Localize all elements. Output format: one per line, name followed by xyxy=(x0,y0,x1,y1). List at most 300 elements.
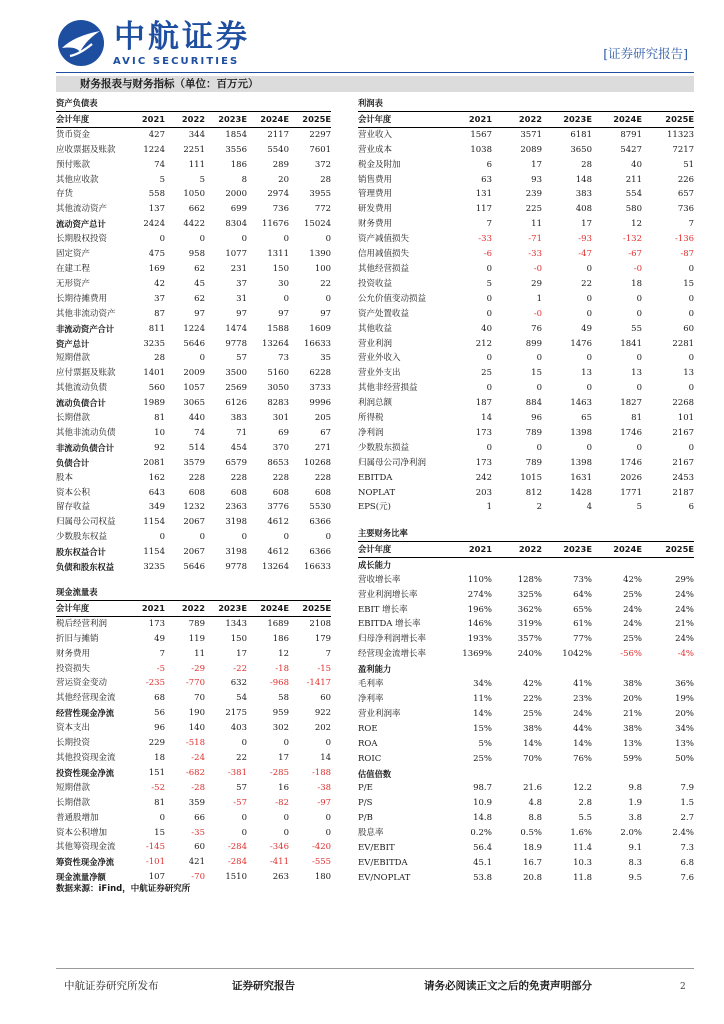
row-label: 其他收益 xyxy=(358,323,393,334)
row-label: 无形资产 xyxy=(56,278,91,289)
table-row xyxy=(56,396,331,411)
row-value: 8.3 xyxy=(628,857,642,868)
row-value: 0 xyxy=(241,827,247,838)
row-value: 15 xyxy=(154,827,165,838)
logo-text-cn: 中航证券 xyxy=(114,19,250,55)
row-label: 信用减值损失 xyxy=(358,249,410,260)
row-value: 169 xyxy=(148,263,165,274)
row-value: 107 xyxy=(148,872,165,883)
row-value: 228 xyxy=(230,472,247,483)
row-value: 0 xyxy=(486,383,492,394)
row-value: 225 xyxy=(525,204,542,215)
row-value: 7 xyxy=(688,219,695,230)
row-value: 8653 xyxy=(267,457,289,468)
row-label: 普通股增加 xyxy=(56,812,99,823)
row-label: 非流动资产合计 xyxy=(56,323,115,334)
row-label: 税后经营利润 xyxy=(56,618,108,629)
row-value: 1369% xyxy=(462,649,492,660)
row-value: 1609 xyxy=(309,323,332,334)
row-value: 5530 xyxy=(309,502,332,513)
row-label: 在建工程 xyxy=(56,263,91,274)
table-row xyxy=(358,796,694,811)
row-value: 1398 xyxy=(570,457,592,468)
row-value: 2175 xyxy=(225,708,247,719)
row-value: 5 xyxy=(199,174,205,185)
row-value: 97 xyxy=(236,308,247,319)
row-value: 2117 xyxy=(267,129,289,140)
table-row xyxy=(56,158,331,173)
table-row xyxy=(56,530,331,545)
table-row xyxy=(56,143,331,158)
row-value: 21% xyxy=(675,619,695,630)
row-value: 7601 xyxy=(309,144,332,155)
row-value: 57 xyxy=(236,782,247,793)
row-value: 228 xyxy=(188,472,205,483)
row-label: 营业利润增长率 xyxy=(358,589,418,600)
row-value: 14% xyxy=(523,738,542,749)
table-row xyxy=(56,766,331,781)
row-value: 0 xyxy=(199,234,205,245)
row-value: -235 xyxy=(145,678,165,689)
row-value: 789 xyxy=(525,457,542,468)
footer-publisher: 中航证券研究所发布 xyxy=(64,980,159,992)
table-row xyxy=(358,707,694,722)
row-value: 12 xyxy=(278,648,289,659)
row-value: -682 xyxy=(185,767,205,778)
row-value: 73 xyxy=(278,353,289,364)
row-value: 49 xyxy=(581,323,592,334)
row-value: -0 xyxy=(533,263,542,274)
row-value: 17 xyxy=(531,159,542,170)
row-value: 37 xyxy=(154,293,165,304)
row-value: 2108 xyxy=(309,618,332,629)
column-header: 2025E xyxy=(289,111,331,127)
row-value: 0 xyxy=(586,442,592,453)
row-label: 资本公积增加 xyxy=(56,827,108,838)
row-value: 1077 xyxy=(225,249,247,260)
table-row xyxy=(56,500,331,515)
row-value: 81 xyxy=(154,413,165,424)
table-row xyxy=(358,500,694,515)
row-value: 6 xyxy=(486,159,492,170)
column-header: 2025E xyxy=(642,541,694,557)
row-value: 150 xyxy=(230,633,247,644)
row-value: 608 xyxy=(188,487,205,498)
row-value: 7217 xyxy=(672,144,695,155)
table-header-row xyxy=(56,111,331,127)
row-value: 2.4% xyxy=(672,828,695,839)
logo-text-en: AVIC SECURITIES xyxy=(113,56,240,67)
row-value: 7.6 xyxy=(680,872,695,883)
row-value: 19% xyxy=(675,693,695,704)
row-label: 归属母公司权益 xyxy=(56,517,116,528)
table-row xyxy=(56,381,331,396)
row-label: 固定资产 xyxy=(56,249,91,260)
column-header: 会计年度 xyxy=(56,600,131,616)
column-header: 2021 xyxy=(131,111,165,127)
row-label: 少数股东损益 xyxy=(358,442,410,453)
row-value: 9996 xyxy=(309,398,332,409)
row-value: 2187 xyxy=(672,487,695,498)
row-value: 1989 xyxy=(143,398,165,409)
avic-logo-icon xyxy=(56,18,106,68)
row-label: EV/EBITDA xyxy=(358,857,408,868)
table-row xyxy=(358,752,694,767)
row-label: 营运资金变动 xyxy=(56,678,108,689)
row-value: 15% xyxy=(473,723,492,734)
row-value: 408 xyxy=(575,204,592,215)
table-row xyxy=(358,351,694,366)
row-value: 196% xyxy=(467,604,492,615)
row-value: -71 xyxy=(528,234,542,245)
row-label: 股息率 xyxy=(358,828,384,839)
row-value: 11 xyxy=(194,648,205,659)
table-row xyxy=(56,721,331,736)
row-value: -22 xyxy=(233,663,247,674)
table-row xyxy=(358,647,694,662)
row-label: 资产总计 xyxy=(56,338,90,349)
row-value: 9778 xyxy=(225,338,247,349)
section-label: 资产负债表 xyxy=(56,98,98,108)
row-value: 34% xyxy=(473,679,492,690)
row-value: 319% xyxy=(517,619,542,630)
row-value: 5 xyxy=(159,174,165,185)
row-value: 60 xyxy=(320,693,332,704)
row-value: 1015 xyxy=(520,472,542,483)
row-value: 1398 xyxy=(570,427,592,438)
row-label: 少数股东权益 xyxy=(56,532,108,543)
row-value: 2067 xyxy=(183,547,205,558)
row-label: 税金及附加 xyxy=(358,159,401,170)
row-value: 203 xyxy=(475,487,492,498)
section-label: 盈利能力 xyxy=(358,664,392,675)
table-header-row xyxy=(56,600,331,616)
page-header xyxy=(0,0,724,76)
row-value: 5160 xyxy=(267,368,289,379)
row-value: 18 xyxy=(154,752,165,763)
row-value: 2081 xyxy=(143,457,165,468)
table-row xyxy=(358,232,694,247)
row-label: 资本公积 xyxy=(56,487,91,498)
table-row xyxy=(56,647,331,662)
row-label: 财务费用 xyxy=(56,648,91,659)
row-value: 2089 xyxy=(520,144,542,155)
row-value: 10268 xyxy=(304,457,332,468)
row-value: 13264 xyxy=(261,562,289,573)
row-value: 96 xyxy=(154,723,165,734)
row-value: 186 xyxy=(230,159,247,170)
table-row xyxy=(358,127,694,142)
row-label: 长期股权投资 xyxy=(56,234,108,245)
row-label: EPS(元) xyxy=(358,502,391,513)
table-row xyxy=(358,811,694,826)
row-value: 162 xyxy=(148,472,165,483)
data-source: 数据来源：iFind，中航证券研究所 xyxy=(56,884,191,894)
row-value: 2974 xyxy=(267,189,289,200)
row-label: 营业成本 xyxy=(358,144,393,155)
row-value: 736 xyxy=(677,204,695,215)
table-row xyxy=(56,676,331,691)
table-row xyxy=(56,411,331,426)
row-value: 62 xyxy=(194,293,205,304)
row-label: ROA xyxy=(358,738,378,749)
row-label: 股东权益合计 xyxy=(56,547,106,558)
row-value: 899 xyxy=(525,338,542,349)
row-value: 64% xyxy=(573,589,592,600)
row-label: 非流动负债合计 xyxy=(56,442,115,453)
row-value: 1057 xyxy=(183,383,205,394)
row-value: 884 xyxy=(525,398,542,409)
row-value: 6181 xyxy=(570,129,592,140)
table-row xyxy=(358,486,694,501)
table-row xyxy=(56,826,331,841)
row-value: 22 xyxy=(320,278,332,289)
footer-disclaimer: 请务必阅读正文之后的免责声明部分 xyxy=(424,980,592,992)
row-label: 投资损失 xyxy=(56,663,91,674)
row-label: 归属母公司净利润 xyxy=(358,457,427,468)
row-value: 11% xyxy=(473,693,492,704)
row-value: 3955 xyxy=(309,189,332,200)
row-value: 229 xyxy=(148,738,165,749)
footer-rule xyxy=(56,968,694,969)
row-value: -555 xyxy=(311,857,332,868)
row-value: 93 xyxy=(531,174,542,185)
row-value: 0.2% xyxy=(470,828,492,839)
row-label: 流动负债合计 xyxy=(56,398,106,409)
row-value: 24% xyxy=(573,708,592,719)
row-value: 2268 xyxy=(672,398,695,409)
row-value: 14% xyxy=(573,738,592,749)
row-label: 营收增长率 xyxy=(358,574,401,585)
row-value: 96 xyxy=(531,413,542,424)
row-value: 922 xyxy=(314,708,332,719)
row-value: -0 xyxy=(633,263,642,274)
row-value: -28 xyxy=(191,782,205,793)
row-label: 营业利润率 xyxy=(358,708,401,719)
row-value: 1 xyxy=(536,293,542,304)
row-value: 74 xyxy=(194,427,205,438)
row-value: 38% xyxy=(623,723,642,734)
row-value: 97 xyxy=(278,308,289,319)
row-value: 187 xyxy=(475,398,492,409)
row-value: 383 xyxy=(230,413,247,424)
table-row xyxy=(358,588,694,603)
table-row xyxy=(56,471,331,486)
row-label: 负债合计 xyxy=(56,457,90,468)
row-value: 60 xyxy=(194,842,205,853)
row-value: 772 xyxy=(314,204,332,215)
row-value: 76% xyxy=(573,753,592,764)
row-value: -5 xyxy=(156,663,165,674)
row-value: 0 xyxy=(241,738,247,749)
row-value: 3556 xyxy=(225,144,247,155)
financial-ratios-table xyxy=(358,526,694,886)
row-value: -411 xyxy=(269,857,289,868)
row-value: 0 xyxy=(325,738,332,749)
row-value: 14.8 xyxy=(473,813,492,824)
row-label: ROE xyxy=(358,723,378,734)
column-header: 2024E xyxy=(592,541,642,557)
table-row xyxy=(56,662,331,677)
row-value: 6366 xyxy=(309,517,332,528)
row-value: 0 xyxy=(283,738,289,749)
row-label: 营业收入 xyxy=(358,129,393,140)
row-value: 0 xyxy=(688,442,695,453)
row-value: 57 xyxy=(236,353,247,364)
row-label: 其他非流动负债 xyxy=(56,427,116,438)
row-value: 274% xyxy=(467,589,492,600)
row-value: 1854 xyxy=(225,129,247,140)
row-label: 应付票据及账款 xyxy=(56,368,116,379)
row-value: 21% xyxy=(623,708,642,719)
row-value: -33 xyxy=(528,249,542,260)
row-value: 4612 xyxy=(267,547,289,558)
row-value: 28 xyxy=(581,159,592,170)
table-section-title xyxy=(358,526,694,541)
table-row xyxy=(358,441,694,456)
row-value: 70% xyxy=(523,753,542,764)
row-value: 62 xyxy=(194,263,205,274)
row-value: -420 xyxy=(311,842,332,853)
row-value: 228 xyxy=(272,472,289,483)
row-value: 2424 xyxy=(143,219,165,230)
row-value: 0 xyxy=(586,263,592,274)
row-value: -188 xyxy=(311,767,332,778)
row-value: 0 xyxy=(325,293,332,304)
row-value: 454 xyxy=(230,442,247,453)
row-value: 0 xyxy=(283,812,289,823)
row-value: 14 xyxy=(481,413,492,424)
row-value: 1042% xyxy=(562,649,592,660)
row-value: 0 xyxy=(199,532,205,543)
table-row xyxy=(56,232,331,247)
row-value: 12.2 xyxy=(573,783,592,794)
row-value: -70 xyxy=(191,872,205,883)
column-header: 会计年度 xyxy=(358,111,442,127)
row-value: 20% xyxy=(623,693,642,704)
table-row xyxy=(358,826,694,841)
row-value: 37 xyxy=(236,278,247,289)
row-value: 440 xyxy=(188,413,205,424)
column-header: 2024E xyxy=(247,600,289,616)
balance-sheet-table xyxy=(56,96,331,575)
column-header: 会计年度 xyxy=(56,111,131,127)
row-value: 45.1 xyxy=(473,857,492,868)
row-value: -18 xyxy=(275,663,289,674)
row-label: 长期待摊费用 xyxy=(56,293,108,304)
row-label: 其他筹资现金流 xyxy=(56,842,116,853)
row-value: 1476 xyxy=(570,338,592,349)
row-value: 25 xyxy=(481,368,492,379)
column-header: 2023E xyxy=(205,600,247,616)
row-value: 11.8 xyxy=(573,872,592,883)
table-row xyxy=(358,411,694,426)
row-value: 1154 xyxy=(143,517,165,528)
table-header-row xyxy=(358,541,694,557)
row-value: 31 xyxy=(236,293,247,304)
row-value: 4 xyxy=(586,502,592,513)
row-value: 0 xyxy=(586,293,592,304)
row-value: 558 xyxy=(148,189,165,200)
row-label: 毛利率 xyxy=(358,679,384,690)
row-value: 9.5 xyxy=(628,872,642,883)
row-label: 其他应收款 xyxy=(56,174,99,185)
row-value: 736 xyxy=(272,204,289,215)
table-row xyxy=(56,855,331,870)
row-value: 7 xyxy=(159,648,165,659)
row-value: 2.0% xyxy=(620,828,642,839)
row-value: -284 xyxy=(227,842,247,853)
row-value: 608 xyxy=(272,487,289,498)
table-row xyxy=(56,706,331,721)
row-value: 5 xyxy=(486,278,492,289)
table-row xyxy=(56,560,331,575)
row-value: 632 xyxy=(230,678,247,689)
row-value: 1510 xyxy=(225,872,247,883)
row-label: 经营性现金净流 xyxy=(56,708,115,719)
row-value: 55 xyxy=(631,323,642,334)
header-rule xyxy=(56,72,694,73)
table-row xyxy=(56,366,331,381)
table-row xyxy=(358,381,694,396)
table-row xyxy=(56,515,331,530)
row-value: 17 xyxy=(236,648,247,659)
row-label: 长期借款 xyxy=(56,797,91,808)
column-header: 2025E xyxy=(289,600,331,616)
row-value: 1771 xyxy=(620,487,642,498)
table-row xyxy=(358,781,694,796)
row-label: EBITDA 增长率 xyxy=(358,619,421,630)
row-value: 0.5% xyxy=(520,828,542,839)
table-row xyxy=(358,202,694,217)
row-value: 1463 xyxy=(570,398,592,409)
row-value: 4612 xyxy=(267,517,289,528)
row-value: 1154 xyxy=(143,547,165,558)
row-value: 0 xyxy=(283,293,289,304)
row-value: 6 xyxy=(688,502,695,513)
row-value: 131 xyxy=(475,189,492,200)
table-row xyxy=(56,337,331,352)
row-value: 8283 xyxy=(267,398,289,409)
row-value: -57 xyxy=(233,797,247,808)
row-value: 0 xyxy=(636,308,642,319)
row-value: 3579 xyxy=(183,457,205,468)
table-row xyxy=(358,217,694,232)
row-value: 148 xyxy=(575,174,592,185)
row-value: 6366 xyxy=(309,547,332,558)
row-label: 财务费用 xyxy=(358,219,393,230)
row-value: 3776 xyxy=(267,502,289,513)
row-label: 货币资金 xyxy=(56,129,91,140)
row-value: 2281 xyxy=(672,338,695,349)
table-row xyxy=(56,456,331,471)
row-value: 3650 xyxy=(570,144,592,155)
column-header: 2023E xyxy=(205,111,247,127)
row-value: 22 xyxy=(236,752,247,763)
row-value: 76 xyxy=(531,323,542,334)
row-value: 59% xyxy=(623,753,642,764)
row-label: 资本支出 xyxy=(56,723,91,734)
row-value: -285 xyxy=(269,767,289,778)
row-value: 958 xyxy=(188,249,205,260)
row-value: 475 xyxy=(148,249,165,260)
table-row xyxy=(358,247,694,262)
row-value: 0 xyxy=(241,532,247,543)
row-label: 筹资性现金净流 xyxy=(56,857,115,868)
row-value: 42 xyxy=(154,278,165,289)
row-label: 投资收益 xyxy=(358,278,393,289)
row-value: -47 xyxy=(578,249,592,260)
